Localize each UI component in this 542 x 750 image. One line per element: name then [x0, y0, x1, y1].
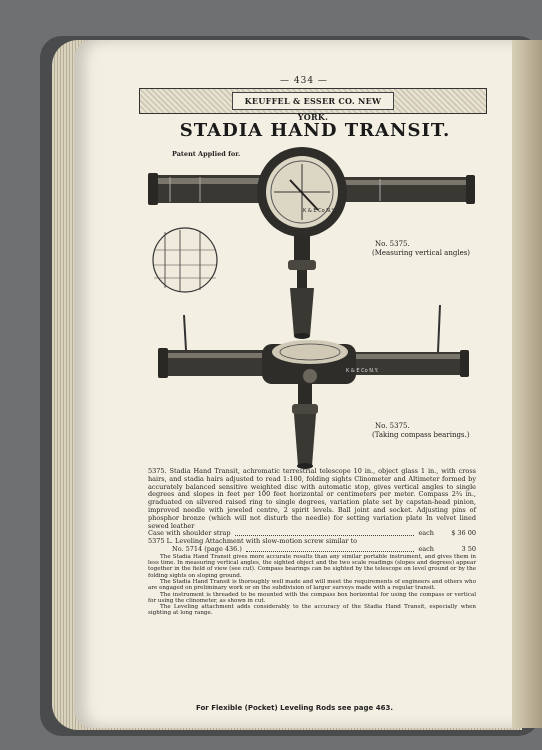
stand-upper — [288, 236, 316, 339]
price-line-label: No. 5714 (page 436.) — [172, 544, 242, 553]
stand-lower — [292, 384, 318, 469]
caption-vertical-angles — [372, 240, 470, 258]
caption-compass-bearings — [372, 422, 469, 440]
price-line — [148, 546, 476, 554]
price-value: $ 36 00 — [451, 529, 476, 538]
patent-note: Patent Applied for. — [172, 150, 241, 158]
price-line-label: Case with shoulder strap — [148, 529, 231, 538]
page-number: — 434 — — [280, 76, 328, 86]
paragraph-requirements: The Stadia Hand Transit is thoroughly well made and will meet the requirements of engineers and others who are engaged on preliminary work or on the subdivision of larger surveys made with a regular transit. — [148, 578, 476, 592]
paragraph-leveling: The Leveling attachment adds considerably to the accuracy of the Stadia Hand Transit, especially when sighting at long range. — [148, 604, 476, 617]
caption-number: No. 5375. — [375, 240, 410, 248]
caption-description: (Measuring vertical angles) — [372, 249, 471, 257]
price-value: 3 50 — [461, 544, 476, 553]
banner-text: KEUFFEL & ESSER CO. NEW YORK. — [232, 92, 394, 110]
engraving-mark-upper: K & E Co N.Y. — [303, 208, 336, 214]
caption-number: No. 5375. — [375, 422, 410, 430]
header-banner — [139, 88, 487, 122]
price-unit: each — [418, 544, 434, 553]
footer-note — [196, 704, 393, 712]
item-5375l-description: 5375 L. Leveling Attachment with slow-motion screw similar to — [148, 537, 358, 546]
price-unit: each — [418, 529, 434, 538]
engraving-mark-lower: K & E Co N.Y. — [346, 368, 379, 374]
footer-page: 463. — [375, 704, 393, 712]
paragraph-accuracy: The Stadia Hand Transit gives more accurate results than any similar portable instrument, and gives them in less time. In measuring vertical angles, the sighted object and the two scale readings (slopes and degrees) appear together in the field of view (see cut). Compass bearings can be sighted by the telescope on level ground or by the folding sights on sloping ground. — [148, 553, 476, 579]
compass-dial-upper — [257, 147, 347, 237]
field-of-view-inset — [153, 228, 217, 292]
item-5375-description: 5375. Stadia Hand Transit, achromatic terrestrial telescope 10 in., object glass 1 in., with cross hairs, and stadia hairs adjusted to read 1:100, folding sights Clinometer and Altimeter formed by accurately balanced sensitive weighted disc with automatic stop, gives vertical angles to single degrees and slopes in feet per 100 feet horizontal or centimeters per meter. Compass 2¾ in., graduated on silvered raised ring to single degrees, variation plate set by capstan-head pinion, improved needle with jeweled centre, 2 spirit levels. Ball joint and socket. Adjusting pins of phosphor bronze (which will not disturb the needle) for setting variation plate In velvet lined sewed leather — [148, 467, 476, 530]
instrument-engravings — [140, 140, 480, 470]
page-title: STADIA HAND TRANSIT. — [179, 120, 451, 141]
caption-description: (Taking compass bearings.) — [372, 431, 470, 439]
right-page-edge — [512, 40, 542, 728]
footer-text: For Flexible (Pocket) Leveling Rods see page — [196, 704, 376, 712]
paragraph-mounting: The instrument is threaded to be mounted with the compass box horizontal for using the compass or vertical for using the clinometer, as shown in cut. — [148, 591, 476, 604]
description-text — [148, 468, 476, 617]
